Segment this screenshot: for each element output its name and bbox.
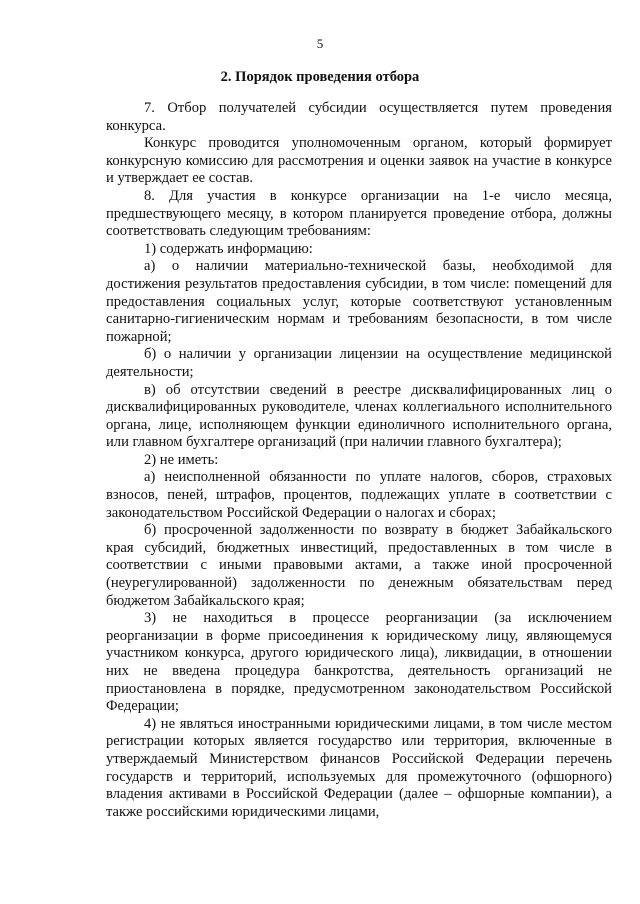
paragraph-contest: Конкурс проводится уполномоченным органом, который формирует конкурсную комиссию для рассмотрения и оценки заявок на участие в конкурсе и утверждает ее состав. bbox=[106, 135, 612, 187]
page-number: 5 bbox=[316, 36, 324, 51]
item-1b: б) о наличии у организации лицензии на осуществление медицинской деятельности; bbox=[106, 346, 612, 380]
item-3: 3) не находиться в процессе реорганизации (за исключением реорганизации в форме присоединения к юридическому лицу, являющемуся участником конкурса, другого юридического лица), ликвидации, в отношении них не введена процедура банкротства, деятельность организаций не приостановлена в порядке, предусмотренном законодательством Российской Федерации; bbox=[106, 610, 612, 715]
paragraph-7: 7. Отбор получателей субсидии осуществляется путем проведения конкурса. bbox=[106, 100, 612, 134]
item-1v: в) об отсутствии сведений в реестре дисквалифицированных лиц о дисквалифицированных руководителе, членах коллегиального исполнительного органа, лице, исполняющем функции единоличного исполнительного органа, или главном бухгалтере организаций (при наличии главного бухгалтера); bbox=[106, 381, 612, 451]
item-1a: а) о наличии материально-технической базы, необходимой для достижения результатов предоставления субсидии, в том числе: помещений для предоставления социальных услуг, которые соответствуют установленным санитарно-гигиеническим нормам и требованиям безопасности, в том числе пожарной; bbox=[106, 258, 612, 345]
document-body bbox=[106, 100, 612, 821]
section-title: 2. Порядок проведения отбора bbox=[220, 69, 420, 85]
paragraph-8: 8. Для участия в конкурсе организации на 1-е число месяца, предшествующего месяцу, в котором планируется проведение отбора, должны соответствовать следующим требованиям: bbox=[106, 187, 612, 240]
item-2b: б) просроченной задолженности по возврату в бюджет Забайкальского края субсидий, бюджетных инвестиций, предоставленных в том числе в соответствии с иными правовыми актами, а также иной просроченной (неурегулированной) задолженности по денежным обязательствам перед бюджетом Забайкальского края; bbox=[106, 522, 612, 609]
item-2a: а) неисполненной обязанности по уплате налогов, сборов, страховых взносов, пеней, штрафов, процентов, подлежащих уплате в соответствии с законодательством Российской Федерации о налогах и сборах; bbox=[106, 469, 612, 521]
item-1: 1) содержать информацию: bbox=[144, 240, 313, 257]
item-2: 2) не иметь: bbox=[144, 451, 219, 468]
item-4: 4) не являться иностранными юридическими лицами, в том числе местом регистрации которых является государство или территория, включенные в утверждаемый Министерством финансов Российской Федерации перечень государств и территорий, используемых для промежуточного (офшорного) владения активами в Российской Федерации (далее – офшорные компании), а также российскими юридическими лицами, bbox=[106, 715, 612, 820]
